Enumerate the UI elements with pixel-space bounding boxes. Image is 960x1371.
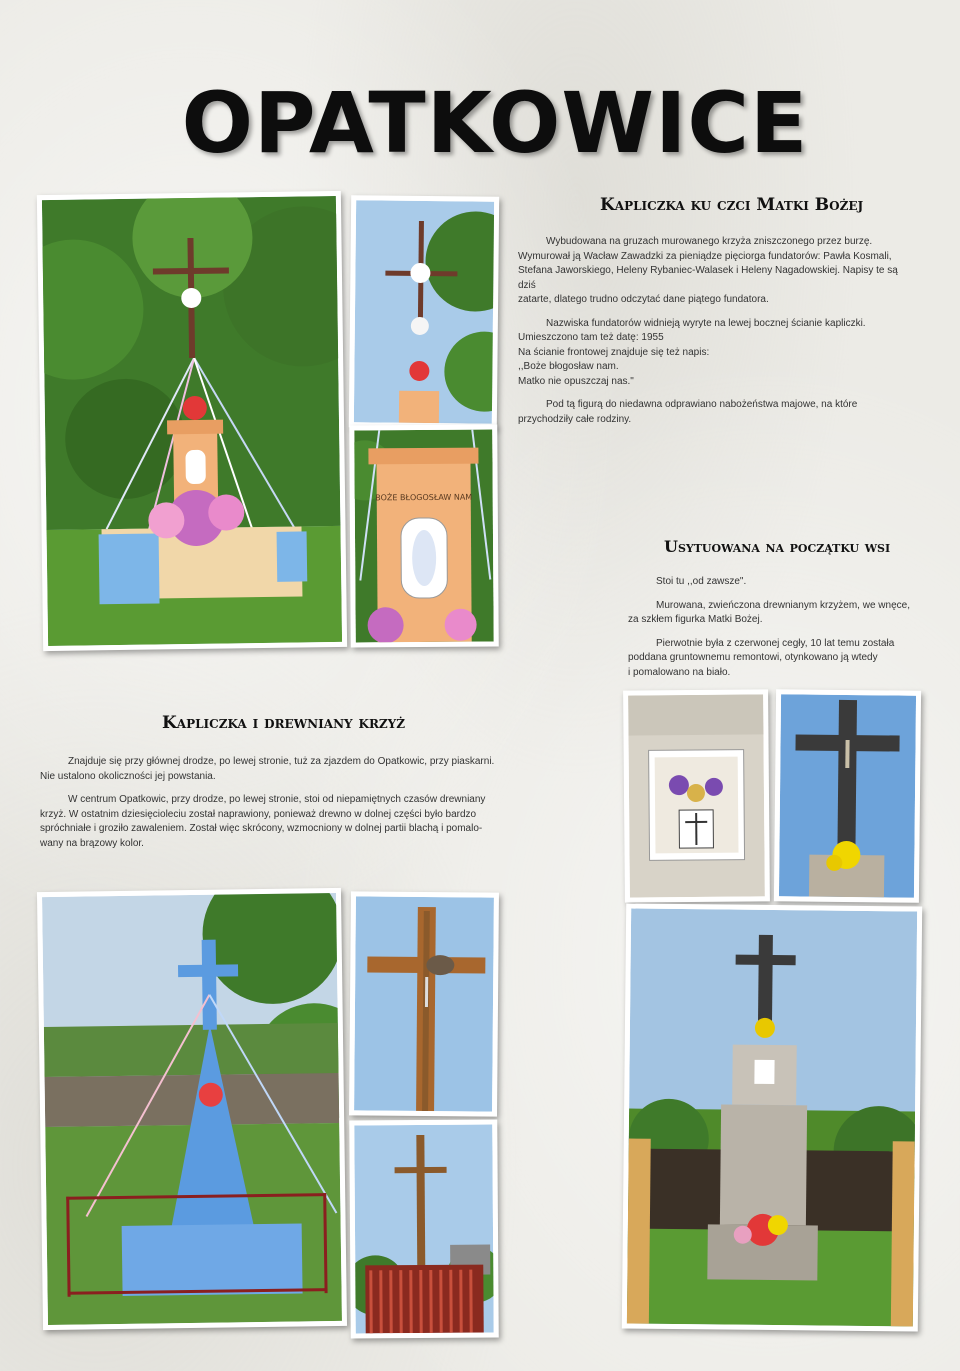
blue-cross-image: [42, 893, 342, 1325]
wooden-cross-fence-image: [354, 1125, 493, 1334]
white-shrine-image: [627, 909, 917, 1327]
photo-white-shrine-fence: [622, 903, 922, 1331]
section1-paragraph-2: Nazwiska fundatorów widnieją wyryte na lewej bocznej ścianie kapliczki. Umieszczono tam też datę: 1955 Na ścianie frontowej znajduje się też napis: ,,Boże błogosław nam. Matko nie opuszczaj nas.": [518, 317, 866, 387]
shrine-inscription: BOŻE BŁOGOSŁAW NAM: [375, 492, 473, 503]
section1-paragraph-3: Pod tą figurą do niedawna odprawiano nabożeństwa majowe, na które przychodziły całe rodziny.: [518, 399, 858, 425]
photo-wooden-cross-top: [349, 891, 499, 1116]
section2-heading: Usytuowana na początku wsi: [664, 537, 891, 556]
dark-cross-image: [779, 694, 916, 897]
section2-paragraph-2: Murowana, zwieńczona drewnianym krzyżem, we wnęce, za szkłem figurka Matki Bożej.: [628, 599, 910, 625]
section3-paragraph-1: Znajduje się przy głównej drodze, po lewej stronie, tuż za zjazdem do Opatkowic, przy piaskarni. Nie ustalono okoliczności jej powstania.: [40, 756, 495, 782]
section2-paragraph-3: Pierwotnie była z czerwonej cegły, 10 lat temu została poddana gruntownemu remontowi, otynkowano ją wtedy i pomalowano na biało.: [628, 637, 895, 678]
section1-heading: Kapliczka ku czci Matki Bożej: [600, 195, 864, 215]
section2-paragraph-1: Stoi tu ,,od zawsze".: [656, 576, 747, 587]
shrine-cross-image: [354, 200, 494, 423]
photo-orange-shrine-garden: [37, 191, 347, 651]
white-niche-image: [628, 694, 765, 897]
section3-heading: Kapliczka i drewniany krzyż: [162, 713, 406, 733]
photo-white-shrine-niche: [623, 689, 770, 902]
section1-text: [518, 235, 918, 436]
photo-orange-shrine-niche: [349, 424, 499, 647]
photo-orange-shrine-top: [349, 195, 499, 429]
orange-shrine-image: [42, 196, 342, 646]
page-title: OPATKOWICE: [181, 74, 809, 172]
section2-text: [628, 575, 928, 689]
shrine-niche-image: [354, 430, 493, 643]
section3-paragraph-2: W centrum Opatkowic, przy drodze, po lewej stronie, stoi od niepamiętnych czasów drewniany krzyż. W ostatnim dziesięcioleciu został naprawiony, ponieważ drewno w dolnej części było bardzo spróchniałe i groziło zawaleniem. Został więc skrócony, wzmocniony w dolnej partii blachą i pomalo- wany na brązowy kolor.: [40, 794, 486, 849]
wooden-cross-top-image: [354, 896, 494, 1111]
photo-blue-cross-monument: [37, 888, 347, 1330]
photo-dark-cross-sky: [774, 689, 921, 903]
section3-text: [40, 755, 510, 860]
photo-wooden-cross-fence: [349, 1119, 499, 1338]
section1-paragraph-1: Wybudowana na gruzach murowanego krzyża zniszczonego przez burzę. Wymurował ją Wacław Zawadzki za pieniądze pięciorga fundatorów: Pawła Kosmali, Stefana Jaworskiego, Heleny Rybaniec-Walasek i Heleny Nagadowskiej. Napisy te są dziś zatarte, dlatego trudno odczytać dane piątego fundatora.: [518, 236, 898, 305]
